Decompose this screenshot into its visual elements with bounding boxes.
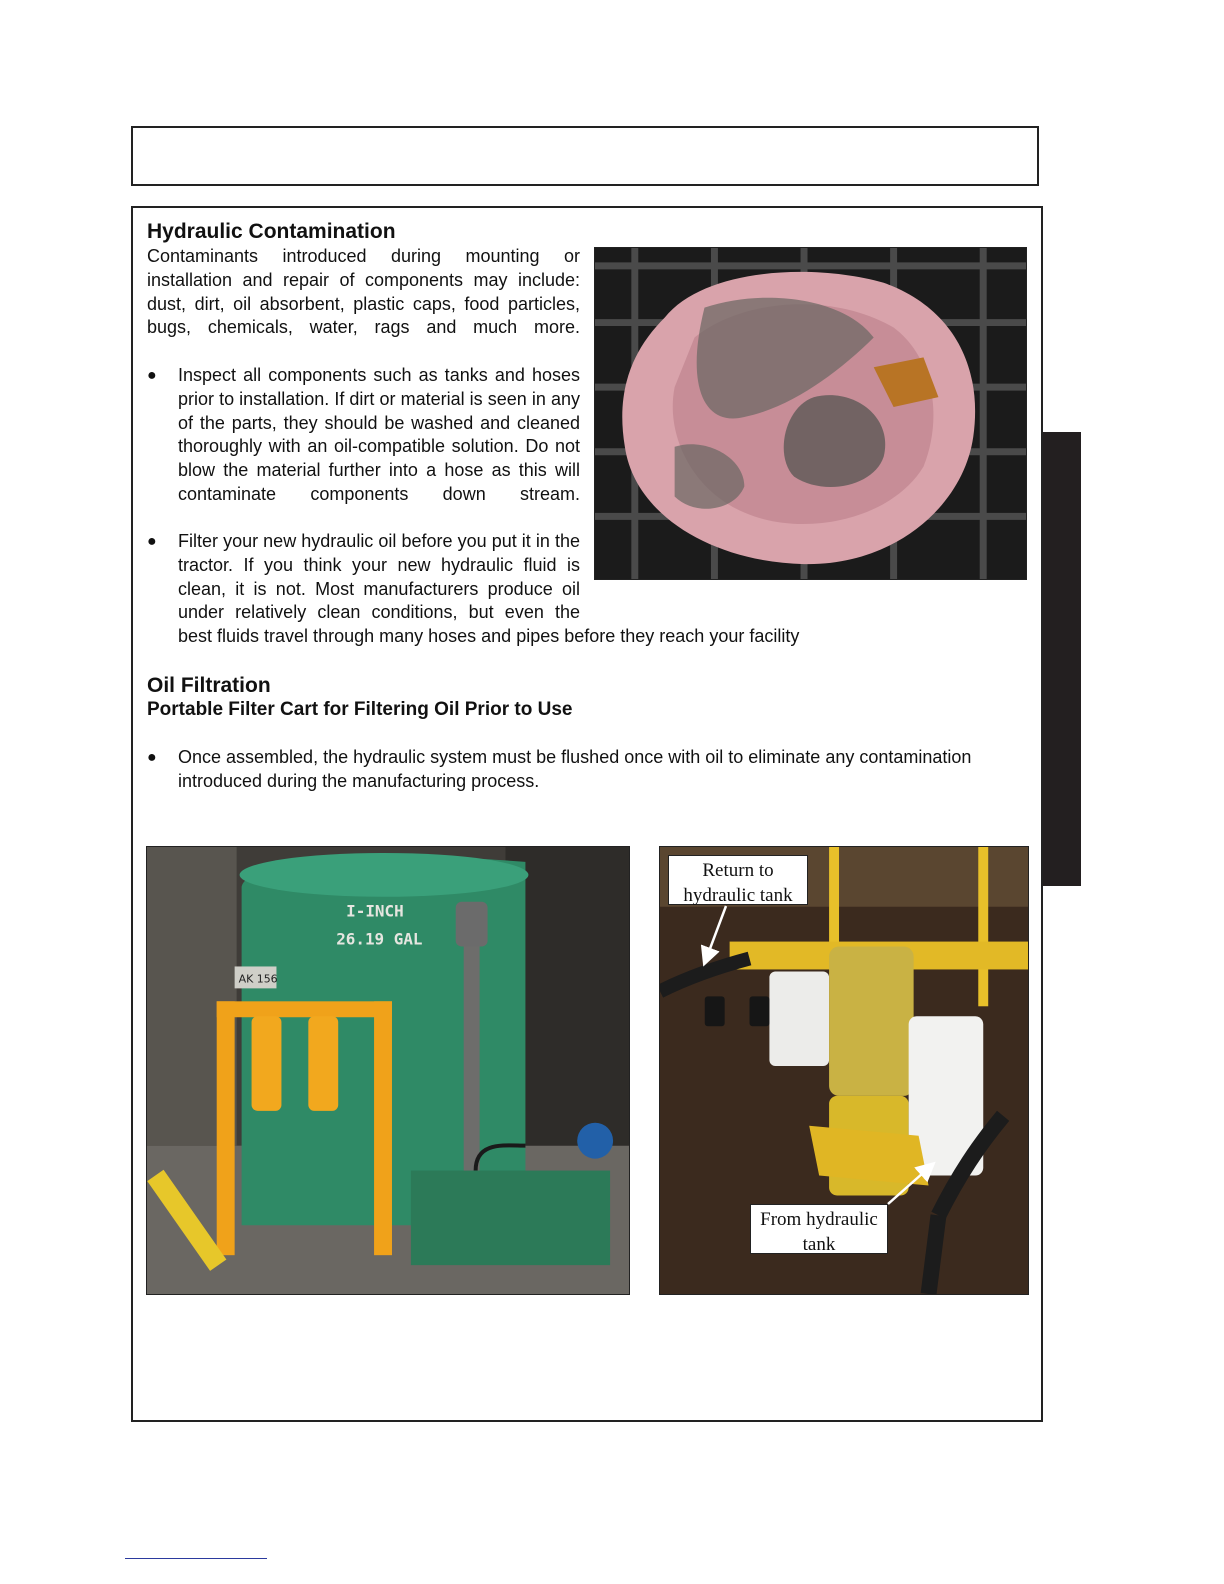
tank-gallons-label: 26.19 GAL <box>336 929 423 949</box>
section-title-hydraulic-contamination: Hydraulic Contamination <box>147 220 396 243</box>
footer-rule <box>125 1558 267 1559</box>
bullet-flush-system <box>147 746 1027 794</box>
bullet-dot: ● <box>147 533 157 550</box>
section-side-tab <box>1043 432 1081 886</box>
callout-return-to-tank: Return to hydraulic tank <box>668 855 808 905</box>
intro-paragraph: Contaminants introduced during mounting or installation and repair of components may include: dust, dirt, oil absorbent, plastic caps, food particles, bugs, chemicals, water, rags and much more. <box>147 246 580 338</box>
contaminated-rag-photo <box>594 247 1027 580</box>
bullet-text: Once assembled, the hydraulic system must be flushed once with oil to eliminate any contamination introduced during the manufacturing process. <box>178 747 972 791</box>
bullet-dot: ● <box>147 367 157 384</box>
tank-tag: AK 156 <box>238 972 278 986</box>
bullet-text-continued: best fluids travel through many hoses and pipes before they reach your facility <box>178 626 800 647</box>
callout-from-tank: From hydraulic tank <box>750 1204 888 1254</box>
header-box <box>131 126 1039 186</box>
section-subtitle-filter-cart: Portable Filter Cart for Filtering Oil Prior to Use <box>147 699 573 720</box>
filter-cart-photo <box>146 846 630 1295</box>
bullet-text: Filter your new hydraulic oil before you put it in the tractor. If you think your new hydraulic fluid is clean, it is not. Most manufacturers produce oil under relatively clean conditions, but even the <box>178 531 580 623</box>
bullet-text: Inspect all components such as tanks and hoses prior to installation. If dirt or material is seen in any of the parts, they should be washed and cleaned thoroughly with an oil-compatible solution. Do not blow the material further into a hose as this will contaminate components down stream. <box>178 365 580 504</box>
section-title-oil-filtration: Oil Filtration <box>147 674 271 697</box>
tank-capacity-label: I-INCH <box>346 901 404 921</box>
bullet-dot: ● <box>147 749 157 766</box>
bullet-inspect-components <box>147 364 580 507</box>
